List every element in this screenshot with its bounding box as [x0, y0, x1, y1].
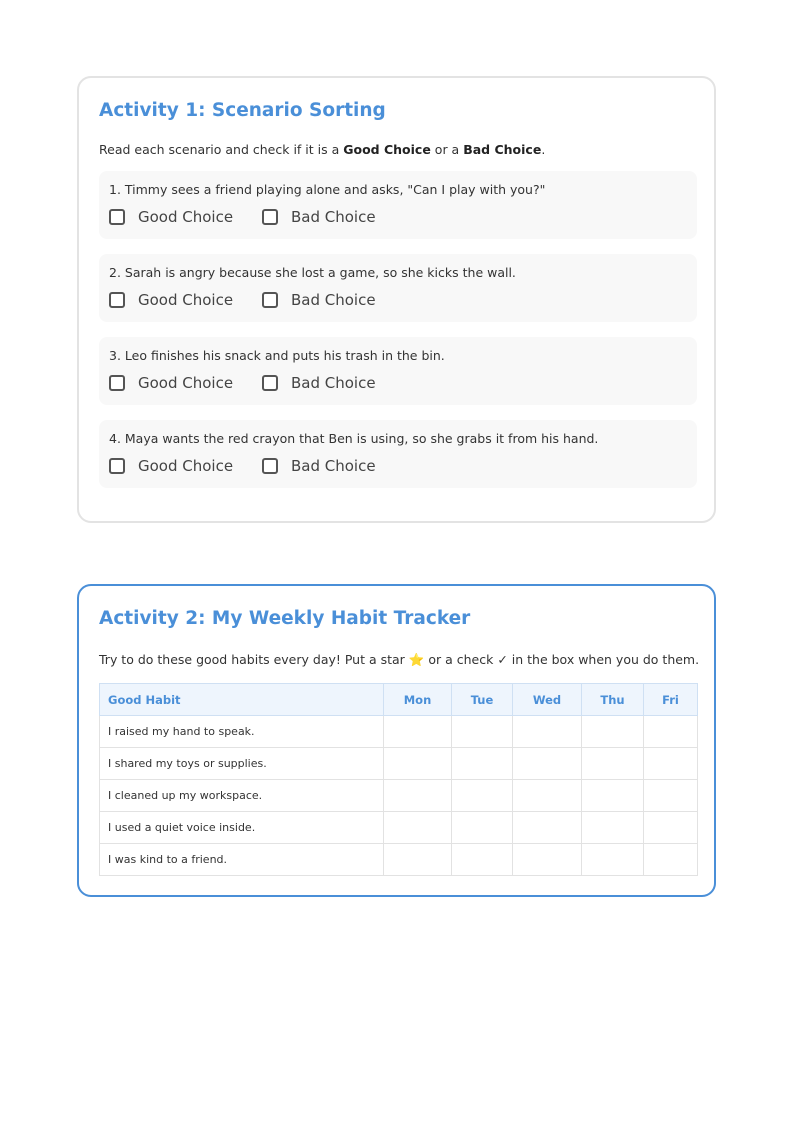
- instruction-text: Try to do these good habits every day! Put a star: [99, 652, 409, 667]
- column-header-tue: Tue: [452, 684, 513, 716]
- habit-cell: I was kind to a friend.: [100, 844, 384, 876]
- good-choice-label: Good Choice: [138, 374, 234, 392]
- day-cell[interactable]: [582, 812, 644, 844]
- day-cell[interactable]: [384, 748, 452, 780]
- checkbox[interactable]: [109, 375, 125, 391]
- activity-2-title: Activity 2: My Weekly Habit Tracker: [99, 608, 471, 629]
- table-row: [100, 716, 698, 748]
- activity-1-card: [77, 76, 716, 523]
- good-choice-label: Good Choice: [138, 208, 234, 226]
- day-cell[interactable]: [513, 780, 582, 812]
- scenario-text: 3. Leo finishes his snack and puts his trash in the bin.: [109, 348, 445, 363]
- day-cell[interactable]: [582, 716, 644, 748]
- activity-2-card: [77, 584, 716, 897]
- day-cell[interactable]: [513, 844, 582, 876]
- day-cell[interactable]: [384, 780, 452, 812]
- checkbox[interactable]: [109, 458, 125, 474]
- instruction-bad-choice: Bad Choice: [463, 142, 542, 157]
- day-cell[interactable]: [644, 812, 698, 844]
- checkbox[interactable]: [262, 458, 278, 474]
- day-cell[interactable]: [582, 844, 644, 876]
- checkbox[interactable]: [262, 292, 278, 308]
- star-icon: ⭐: [408, 652, 425, 667]
- instruction-text: or a check: [424, 652, 498, 667]
- scenario-text: 1. Timmy sees a friend playing alone and asks, "Can I play with you?": [109, 182, 546, 197]
- habit-cell: I shared my toys or supplies.: [100, 748, 384, 780]
- day-cell[interactable]: [582, 748, 644, 780]
- check-icon: ✓: [497, 652, 508, 667]
- column-header-thu: Thu: [582, 684, 644, 716]
- instruction-text: Read each scenario and check if it is a: [99, 142, 344, 157]
- column-header-mon: Mon: [384, 684, 452, 716]
- instruction-text: or a: [430, 142, 464, 157]
- checkbox[interactable]: [109, 292, 125, 308]
- day-cell[interactable]: [513, 748, 582, 780]
- column-header-wed: Wed: [513, 684, 582, 716]
- day-cell[interactable]: [644, 844, 698, 876]
- table-row: [100, 812, 698, 844]
- day-cell[interactable]: [644, 716, 698, 748]
- day-cell[interactable]: [452, 716, 513, 748]
- day-cell[interactable]: [452, 812, 513, 844]
- habit-cell: I used a quiet voice inside.: [100, 812, 384, 844]
- scenario-text: 2. Sarah is angry because she lost a game, so she kicks the wall.: [109, 265, 516, 280]
- table-row: [100, 780, 698, 812]
- scenario-text: 4. Maya wants the red crayon that Ben is using, so she grabs it from his hand.: [109, 431, 599, 446]
- column-header-habit: Good Habit: [100, 684, 384, 716]
- instruction-good-choice: Good Choice: [343, 142, 431, 157]
- activity-2-instruction: [99, 652, 699, 668]
- column-header-fri: Fri: [644, 684, 698, 716]
- day-cell[interactable]: [644, 748, 698, 780]
- activity-1-title: Activity 1: Scenario Sorting: [99, 100, 386, 121]
- day-cell[interactable]: [384, 812, 452, 844]
- habit-cell: I raised my hand to speak.: [100, 716, 384, 748]
- activity-1-instruction: [99, 142, 545, 157]
- table-row: [100, 844, 698, 876]
- table-header-row: [100, 684, 698, 716]
- checkbox[interactable]: [109, 209, 125, 225]
- bad-choice-label: Bad Choice: [291, 291, 376, 309]
- day-cell[interactable]: [452, 844, 513, 876]
- scenario-2: [99, 254, 697, 322]
- checkbox[interactable]: [262, 375, 278, 391]
- day-cell[interactable]: [513, 812, 582, 844]
- scenario-4: [99, 420, 697, 488]
- bad-choice-label: Bad Choice: [291, 374, 376, 392]
- scenario-1: [99, 171, 697, 239]
- day-cell[interactable]: [384, 844, 452, 876]
- day-cell[interactable]: [452, 748, 513, 780]
- table-row: [100, 748, 698, 780]
- good-choice-label: Good Choice: [138, 291, 234, 309]
- day-cell[interactable]: [452, 780, 513, 812]
- bad-choice-label: Bad Choice: [291, 457, 376, 475]
- day-cell[interactable]: [384, 716, 452, 748]
- bad-choice-label: Bad Choice: [291, 208, 376, 226]
- instruction-text: in the box when you do them.: [507, 652, 700, 667]
- scenario-3: [99, 337, 697, 405]
- habit-cell: I cleaned up my workspace.: [100, 780, 384, 812]
- good-choice-label: Good Choice: [138, 457, 234, 475]
- day-cell[interactable]: [644, 780, 698, 812]
- habit-tracker-table: [99, 683, 698, 876]
- day-cell[interactable]: [582, 780, 644, 812]
- day-cell[interactable]: [513, 716, 582, 748]
- instruction-text: .: [541, 142, 546, 157]
- checkbox[interactable]: [262, 209, 278, 225]
